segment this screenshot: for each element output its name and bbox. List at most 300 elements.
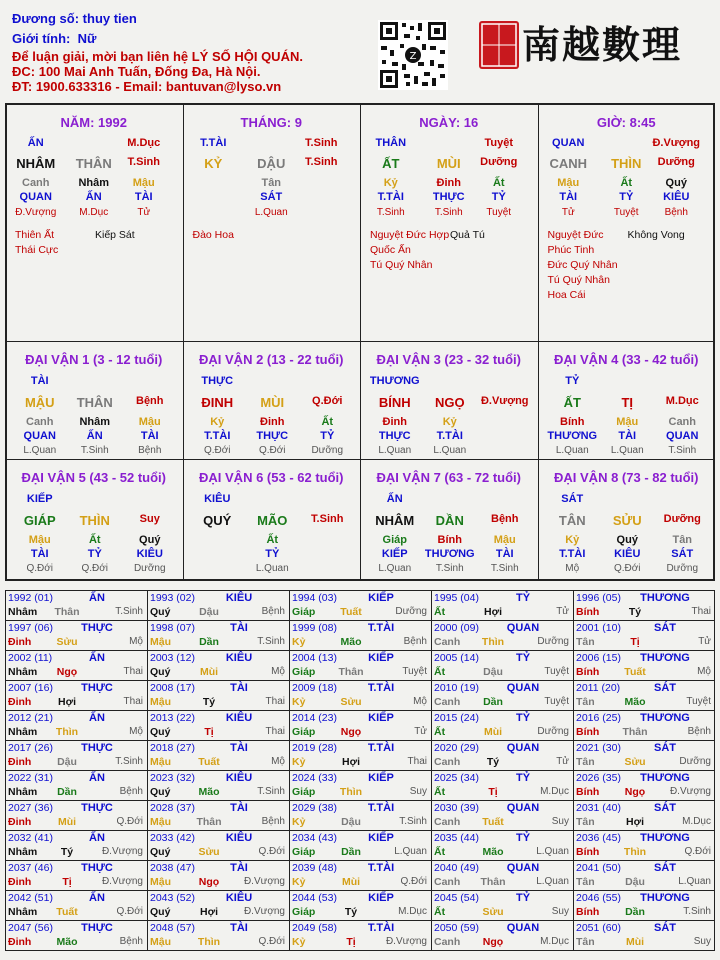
hidden-stage: Tuyệt	[613, 207, 639, 218]
year-stem: Bính	[576, 666, 600, 678]
qr-code-icon[interactable]	[378, 20, 448, 90]
year-ten-god: T.TÀI	[367, 802, 395, 814]
hidden-god: QUAN	[666, 430, 699, 442]
year-branch: Thìn	[55, 726, 79, 738]
year-stem: Giáp	[292, 606, 316, 618]
year-label: 2044 (53)	[292, 892, 337, 904]
year-stem: Mậu	[150, 756, 171, 768]
hidden-stem: Ất	[88, 534, 101, 546]
year-stem: Nhâm	[8, 786, 38, 798]
year-label: 2031 (40)	[576, 802, 621, 814]
year-ten-god: ẤN	[89, 712, 105, 724]
year-label: 2020 (29)	[434, 742, 479, 754]
year-ten-god: ẤN	[89, 892, 105, 904]
year-branch: Dần	[57, 786, 77, 798]
year-branch: Tị	[630, 636, 640, 648]
hidden-stem: Kỷ	[565, 534, 580, 546]
year-table-line	[5, 800, 715, 801]
year-table-line	[573, 590, 574, 951]
hidden-god: T.TÀI	[436, 430, 463, 442]
hidden-stage: L.Quan	[378, 445, 412, 456]
year-stem: Giáp	[292, 906, 316, 918]
year-stage: Tuyệt	[686, 696, 711, 707]
hidden-stage: L.Quan	[254, 207, 288, 218]
hidden-stem: Quý	[139, 534, 161, 546]
year-branch: Mão	[198, 786, 220, 798]
year-label: 2022 (31)	[8, 772, 53, 784]
year-branch: Mùi	[341, 876, 361, 888]
hidden-god: T.TÀI	[204, 430, 231, 442]
year-ten-god: T.TÀI	[367, 742, 395, 754]
dai-van-title: ĐẠI VẬN 6 (53 - 62 tuổi)	[199, 470, 344, 485]
hidden-god: SÁT	[671, 548, 694, 560]
hidden-god: THỰC	[378, 430, 411, 442]
earthly-branch: THÂN	[75, 156, 112, 171]
year-label: 2039 (48)	[292, 862, 337, 874]
year-ten-god: TỶ	[515, 832, 531, 844]
year-ten-god: THƯƠNG	[640, 652, 690, 664]
year-stage: T.Sinh	[115, 606, 143, 617]
year-stage: Mộ	[129, 636, 143, 647]
year-stem: Giáp	[292, 786, 316, 798]
year-ten-god: THỰC	[81, 802, 113, 814]
year-stage: Tuyệt	[544, 666, 569, 677]
life-stage: Suy	[139, 513, 160, 525]
year-stage: Q.Đới	[116, 906, 143, 917]
year-branch: Mão	[56, 936, 78, 948]
year-stage: M.Dục	[540, 936, 569, 947]
year-branch: Sửu	[482, 906, 504, 918]
hidden-stage: Bệnh	[138, 445, 162, 456]
hidden-god: T.TÀI	[377, 191, 404, 203]
hidden-god: THƯƠNG	[547, 430, 598, 442]
earthly-branch: THÂN	[76, 395, 113, 410]
hidden-stage: Q.Đới	[613, 563, 641, 574]
year-ten-god: TỶ	[515, 712, 531, 724]
year-ten-god: THƯƠNG	[640, 892, 690, 904]
year-table-line	[5, 890, 715, 891]
ten-god-extra: Đ.Vượng	[652, 137, 701, 149]
year-label: 2027 (36)	[8, 802, 53, 814]
hidden-stage: L.Quan	[610, 445, 644, 456]
year-branch: Tý	[628, 606, 642, 618]
hidden-stage: T.Sinh	[435, 563, 464, 574]
year-stage: Bệnh	[261, 816, 285, 827]
year-stem: Canh	[434, 876, 461, 888]
year-label: 2005 (14)	[434, 652, 479, 664]
year-ten-god: THỰC	[81, 922, 113, 934]
year-ten-god: QUAN	[506, 682, 540, 694]
hidden-god: TỶ	[320, 430, 335, 442]
hidden-stem: Kỷ	[442, 416, 457, 428]
star-item: Hoa Cái	[547, 289, 586, 301]
heavenly-stem: ẤT	[563, 395, 581, 410]
year-stem: Quý	[150, 666, 171, 678]
owner-value: thuy tien	[82, 11, 137, 26]
year-branch: Tuất	[482, 816, 504, 828]
year-branch: Dậu	[341, 816, 361, 828]
ten-god-extra: Tuyệt	[484, 137, 514, 149]
hidden-stem: Tân	[261, 177, 282, 189]
year-branch: Mùi	[483, 726, 503, 738]
year-stage: Mộ	[697, 666, 711, 677]
year-branch: Ngọ	[482, 936, 504, 948]
pillar-title: NGÀY: 16	[419, 115, 479, 130]
star-item: Thái Cực	[15, 244, 59, 256]
year-branch: Tị	[204, 726, 214, 738]
earthly-branch: MÃO	[257, 513, 288, 528]
year-stage: Mộ	[413, 696, 427, 707]
life-stage: Bệnh	[136, 395, 164, 407]
year-label: 2028 (37)	[150, 802, 195, 814]
year-label: 2012 (21)	[8, 712, 53, 724]
dai-van-title: ĐẠI VẬN 1 (3 - 12 tuổi)	[25, 352, 163, 367]
year-stem: Ất	[434, 906, 446, 918]
hidden-stage: T.Sinh	[668, 445, 697, 456]
year-stage: Q.Đới	[400, 876, 427, 887]
year-stem: Kỷ	[292, 876, 306, 888]
grid-border-left	[5, 103, 7, 581]
hidden-stem: Kỷ	[210, 416, 225, 428]
ten-god: THƯƠNG	[369, 375, 420, 387]
hidden-stem: Kỷ	[383, 177, 398, 189]
year-stem: Giáp	[292, 846, 316, 858]
hidden-stem: Ất	[321, 416, 334, 428]
year-label: 2001 (10)	[576, 622, 621, 634]
year-stem: Quý	[150, 606, 171, 618]
ten-god: KIẾP	[26, 493, 53, 505]
gender-line	[12, 31, 96, 46]
year-label: 2043 (52)	[150, 892, 195, 904]
year-stage: Bệnh	[403, 636, 427, 647]
year-branch: Thân	[338, 666, 364, 678]
hidden-stem: Tân	[672, 534, 693, 546]
hidden-stage: Q.Đới	[26, 563, 54, 574]
hidden-stage: T.Sinh	[80, 445, 109, 456]
hidden-stage: L.Quan	[23, 445, 57, 456]
year-label: 2035 (44)	[434, 832, 479, 844]
year-label: 2002 (11)	[8, 652, 53, 664]
contact-line-1: Để luận giải, mời bạn liên hệ LÝ SỐ HỘI QUÁN.	[12, 49, 303, 64]
hidden-god: TÀI	[134, 191, 153, 203]
year-label: 1992 (01)	[8, 592, 53, 604]
hidden-stage: L.Quan	[255, 563, 289, 574]
ten-god: TỶ	[565, 375, 580, 387]
hidden-god: TỶ	[87, 548, 102, 560]
year-ten-god: THƯƠNG	[640, 772, 690, 784]
year-ten-god: KIÊU	[225, 892, 253, 904]
hidden-stage: T.Sinh	[376, 207, 405, 218]
hidden-stage: Q.Đới	[81, 563, 109, 574]
year-label: 1996 (05)	[576, 592, 621, 604]
ten-god: THỰC	[201, 375, 234, 387]
year-branch: Sửu	[198, 846, 220, 858]
year-stem: Nhâm	[8, 846, 38, 858]
year-label: 2048 (57)	[150, 922, 195, 934]
year-ten-god: KIÊU	[225, 772, 253, 784]
year-stem: Đinh	[8, 636, 32, 648]
year-stem: Bính	[576, 786, 600, 798]
year-stem: Mậu	[150, 816, 171, 828]
year-ten-god: TÀI	[230, 682, 248, 694]
year-stem: Kỷ	[292, 936, 306, 948]
contact-line-3: ĐT: 1900.633316 - Email: bantuvan@lyso.vn	[12, 79, 282, 94]
year-ten-god: T.TÀI	[367, 682, 395, 694]
hidden-god: ẤN	[85, 191, 102, 203]
year-table-line	[5, 620, 715, 621]
year-label: 2034 (43)	[292, 832, 337, 844]
year-stage: Bệnh	[119, 786, 143, 797]
year-label: 1994 (03)	[292, 592, 337, 604]
dai-van-title: ĐẠI VẬN 3 (23 - 32 tuổi)	[376, 352, 521, 367]
year-label: 2032 (41)	[8, 832, 53, 844]
year-ten-god: KIÊU	[225, 832, 253, 844]
year-stem: Quý	[150, 906, 171, 918]
year-stem: Tân	[576, 936, 595, 948]
grid-line	[538, 103, 539, 581]
heavenly-stem: KỶ	[204, 156, 223, 171]
year-branch: Dậu	[483, 666, 503, 678]
year-stage: Đ.Vượng	[101, 846, 143, 857]
year-stage: Mộ	[129, 726, 143, 737]
earthly-branch: SỬU	[612, 513, 642, 528]
year-stem: Nhâm	[8, 666, 38, 678]
year-stem: Ất	[434, 666, 446, 678]
year-stem: Kỷ	[292, 816, 306, 828]
grid-line	[183, 103, 184, 581]
hidden-stem: Đinh	[436, 177, 461, 189]
life-stage: Bệnh	[491, 513, 519, 525]
year-stage: Tuyệt	[544, 696, 569, 707]
year-branch: Thìn	[339, 786, 363, 798]
pillar-title: GIỜ: 8:45	[596, 115, 656, 130]
hidden-god: TỶ	[491, 191, 506, 203]
ten-god-extra: T.Sinh	[305, 137, 338, 149]
year-ten-god: ẤN	[89, 772, 105, 784]
year-ten-god: TỶ	[515, 772, 531, 784]
year-ten-god: QUAN	[506, 742, 540, 754]
hidden-god: KIÊU	[136, 548, 163, 560]
year-branch: Thân	[622, 726, 648, 738]
year-ten-god: KIÊU	[225, 592, 253, 604]
hidden-stem: Nhâm	[78, 177, 110, 189]
hidden-stem: Mậu	[493, 534, 516, 546]
year-stem: Ất	[434, 846, 446, 858]
year-ten-god: TÀI	[230, 862, 248, 874]
year-stage: Tử	[556, 606, 569, 617]
year-stem: Kỷ	[292, 636, 306, 648]
year-label: 2041 (50)	[576, 862, 621, 874]
year-stage: T.Sinh	[115, 756, 143, 767]
year-branch: Tuất	[56, 906, 78, 918]
year-stage: Q.Đới	[258, 846, 285, 857]
star-item: Đào Hoa	[192, 229, 234, 241]
year-stage: Đ.Vượng	[385, 936, 427, 947]
dai-van-title: ĐẠI VẬN 8 (73 - 82 tuổi)	[554, 470, 699, 485]
year-ten-god: ẤN	[89, 652, 105, 664]
gender-label: Giới tính:	[12, 31, 71, 46]
year-ten-god: THỰC	[81, 862, 113, 874]
dai-van-title: ĐẠI VẬN 7 (63 - 72 tuổi)	[376, 470, 521, 485]
year-label: 2046 (55)	[576, 892, 621, 904]
year-stem: Ất	[434, 606, 446, 618]
year-ten-god: KIẾP	[368, 772, 394, 784]
hidden-god: KIÊU	[614, 548, 641, 560]
year-label: 2006 (15)	[576, 652, 621, 664]
hidden-stem: Canh	[22, 177, 50, 189]
year-stage: Thai	[123, 666, 143, 677]
hidden-god: TÀI	[140, 430, 159, 442]
hidden-stem: Mậu	[557, 177, 580, 189]
year-ten-god: T.TÀI	[367, 622, 395, 634]
year-table-line	[5, 590, 6, 951]
year-table-line	[5, 650, 715, 651]
year-stem: Tân	[576, 696, 595, 708]
year-ten-god: QUAN	[506, 922, 540, 934]
year-label: 2019 (28)	[292, 742, 337, 754]
year-stage: Bệnh	[261, 606, 285, 617]
year-label: 2042 (51)	[8, 892, 53, 904]
year-label: 2003 (12)	[150, 652, 195, 664]
year-ten-god: TÀI	[230, 622, 248, 634]
hidden-stage: T.Sinh	[434, 207, 463, 218]
year-label: 2030 (39)	[434, 802, 479, 814]
year-ten-god: SÁT	[654, 742, 676, 754]
year-branch: Thìn	[481, 636, 505, 648]
year-branch: Ngọ	[56, 666, 78, 678]
hidden-stage: Mộ	[565, 563, 580, 574]
year-table-line	[147, 590, 148, 951]
hidden-stem: Mậu	[28, 534, 51, 546]
year-label: 1995 (04)	[434, 592, 479, 604]
year-branch: Hợi	[626, 816, 644, 828]
year-label: 2017 (26)	[8, 742, 53, 754]
hidden-god: TÀI	[559, 191, 578, 203]
year-stage: Suy	[409, 786, 427, 797]
earthly-branch: NGỌ	[434, 395, 465, 410]
hidden-god: TỶ	[619, 191, 634, 203]
pillar-title: THÁNG: 9	[240, 115, 302, 130]
ten-god: ẤN	[386, 493, 403, 505]
year-stem: Đinh	[8, 696, 32, 708]
year-label: 2010 (19)	[434, 682, 479, 694]
year-stem: Bính	[576, 906, 600, 918]
hidden-stage: M.Dục	[79, 207, 109, 218]
hidden-god: TÀI	[618, 430, 637, 442]
life-stage: T.Sinh	[127, 156, 160, 168]
earthly-branch: DẬU	[257, 156, 286, 171]
year-stem: Ất	[434, 786, 446, 798]
year-stage: Mộ	[271, 756, 285, 767]
year-stage: Q.Đới	[258, 936, 285, 947]
year-ten-god: KIÊU	[225, 652, 253, 664]
year-label: 2021 (30)	[576, 742, 621, 754]
year-ten-god: THỰC	[81, 622, 113, 634]
year-stem: Quý	[150, 786, 171, 798]
year-stage: Thai	[407, 756, 427, 767]
year-stage: M.Dục	[682, 816, 711, 827]
star-item: Quốc Ấn	[370, 244, 411, 256]
year-branch: Thân	[54, 606, 80, 618]
year-stage: T.Sinh	[683, 906, 711, 917]
year-stem: Mậu	[150, 876, 171, 888]
year-label: 2023 (32)	[150, 772, 195, 784]
year-branch: Tị	[346, 936, 356, 948]
hidden-god: TÀI	[495, 548, 514, 560]
year-stem: Nhâm	[8, 906, 38, 918]
year-ten-god: KIẾP	[368, 712, 394, 724]
year-table-line	[289, 590, 290, 951]
star-item: Kiếp Sát	[95, 229, 135, 241]
earthly-branch: TỊ	[621, 395, 634, 410]
year-stem: Giáp	[292, 666, 316, 678]
year-branch: Sửu	[56, 636, 78, 648]
year-branch: Tý	[60, 846, 74, 858]
earthly-branch: DẦN	[435, 513, 464, 528]
heavenly-stem: NHÂM	[16, 156, 56, 171]
star-item: Đức Quý Nhân	[547, 259, 618, 271]
year-stem: Kỷ	[292, 696, 306, 708]
year-label: 1997 (06)	[8, 622, 53, 634]
year-stage: Q.Đới	[684, 846, 711, 857]
year-stage: Tử	[698, 636, 711, 647]
gender-value: Nữ	[77, 31, 97, 46]
year-stem: Ất	[434, 726, 446, 738]
year-stem: Mậu	[150, 636, 171, 648]
year-stage: Đ.Vượng	[243, 876, 285, 887]
hidden-stem: Ất	[492, 177, 505, 189]
year-branch: Mùi	[57, 816, 77, 828]
life-stage: Dưỡng	[480, 156, 518, 168]
seal-stamp-icon	[478, 20, 520, 70]
year-label: 2025 (34)	[434, 772, 479, 784]
year-branch: Tý	[202, 696, 216, 708]
star-item: Nguyệt Đức	[547, 229, 604, 241]
heavenly-stem: CANH	[549, 156, 588, 171]
hidden-stage: Tử	[137, 207, 151, 218]
hidden-god: THỰC	[432, 191, 465, 203]
owner-label: Đương số:	[12, 11, 80, 26]
year-ten-god: THỰC	[81, 742, 113, 754]
life-stage: T.Sinh	[305, 156, 338, 168]
year-label: 1999 (08)	[292, 622, 337, 634]
star-item: Không Vong	[627, 229, 685, 241]
year-stage: Đ.Vượng	[669, 786, 711, 797]
year-stem: Giáp	[292, 726, 316, 738]
year-branch: Dần	[341, 846, 361, 858]
hidden-stage: Dưỡng	[666, 563, 699, 574]
year-branch: Tý	[486, 756, 500, 768]
year-stage: Dưỡng	[537, 726, 569, 737]
ten-god: T.TÀI	[200, 137, 227, 149]
year-branch: Hợi	[200, 906, 218, 918]
hidden-god: ẤN	[86, 430, 103, 442]
hidden-stem: Canh	[668, 416, 696, 428]
year-ten-god: T.TÀI	[367, 922, 395, 934]
year-stem: Tân	[576, 636, 595, 648]
year-branch: Mão	[624, 696, 646, 708]
year-stage: L.Quan	[394, 846, 427, 857]
hidden-god: KIÊU	[663, 191, 690, 203]
hidden-stage: Dưỡng	[133, 563, 166, 574]
hidden-stage: Tuyệt	[486, 207, 512, 218]
year-ten-god: KIẾP	[368, 892, 394, 904]
brand-logo-text: 南越數理	[522, 22, 683, 67]
year-branch: Dần	[625, 906, 645, 918]
year-stage: Bệnh	[687, 726, 711, 737]
year-table-line	[5, 770, 715, 771]
year-label: 1993 (02)	[150, 592, 195, 604]
